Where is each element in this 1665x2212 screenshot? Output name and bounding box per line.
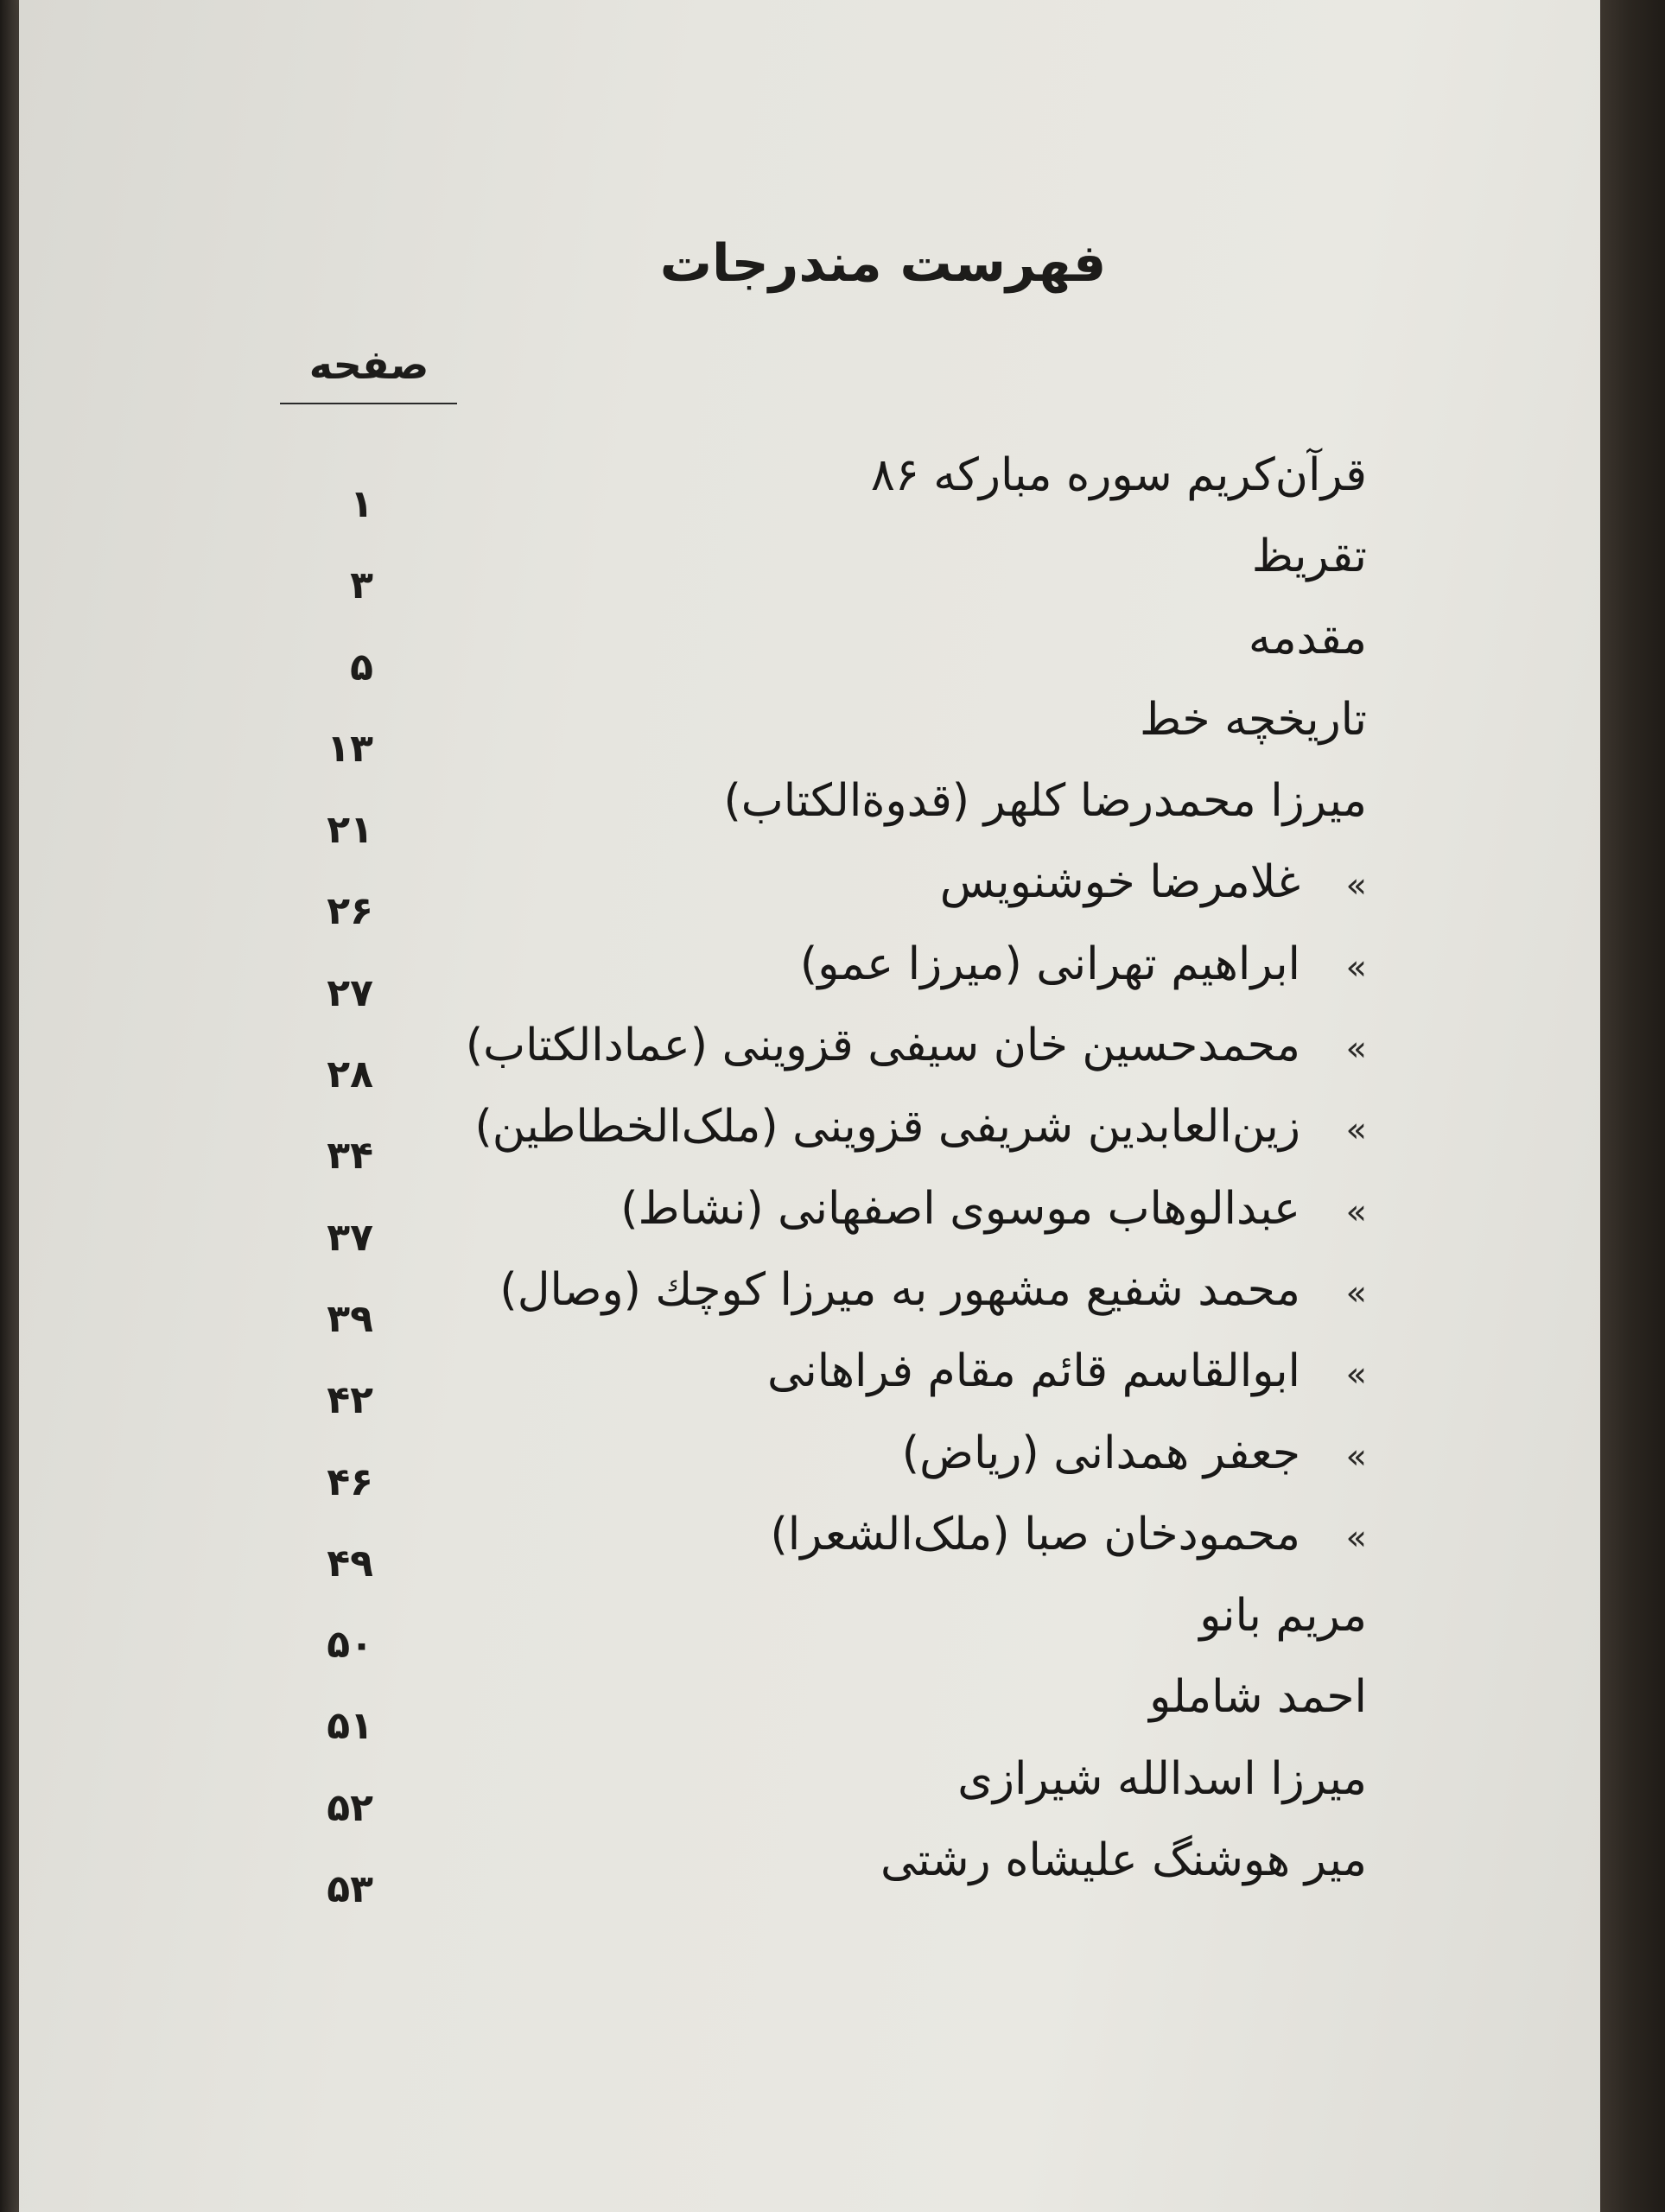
toc-entry-title [1140,694,1367,746]
ditto-mark: » [1345,947,1367,988]
ditto-mark: » [1345,1436,1367,1477]
toc-row [278,1101,1367,1182]
toc-page-number: ۵۰ [327,1623,373,1668]
toc-entry-title [724,775,1367,827]
toc-page-number: ۵۱ [327,1704,373,1749]
toc-entry-text: محمدحسین خان سیفی قزوینی (عمادالکتاب) [465,1020,1300,1072]
toc-page-number: ۵۳ [327,1867,373,1912]
toc-entry-text: میرزا اسدالله شیرازی [957,1752,1367,1805]
toc-row [278,1345,1367,1427]
toc-entry-text: عبدالوهاب موسوی اصفهانی (نشاط) [620,1182,1300,1235]
toc-entry-title [1252,531,1367,582]
toc-row [278,856,1367,938]
toc-page-number: ۲۸ [327,1052,373,1097]
toc-entry-title [466,1020,1367,1071]
toc-row [278,449,1367,531]
ditto-mark: » [1345,1192,1367,1232]
toc-entry-text: میرزا محمدرضا کلهر (قدوة‌الکتاب) [723,775,1367,828]
toc-page-number: ۲۶ [327,889,373,934]
ditto-mark: » [1345,1355,1367,1395]
toc-entry-text: ابوالقاسم قائم مقام فراهانی [766,1345,1300,1398]
toc-entry-text: محمودخان صبا (ملک‌الشعرا) [770,1508,1300,1560]
toc-row [278,1183,1367,1264]
toc-entry-text: زین‌العابدین شریفی قزوینی (ملک‌الخطاطین) [474,1101,1300,1154]
toc-row [278,1427,1367,1509]
binding-shadow [0,0,19,2212]
toc-entry-title [1199,1590,1367,1642]
toc-entry-text: قرآن‌کریم سوره مبارکه ۸۶ [870,449,1367,501]
toc-page-number: ۱ [350,482,373,526]
toc-entry-text: ابراهیم تهرانی (میرزا عمو) [799,938,1300,990]
toc-entry-title [1149,1671,1367,1723]
toc-page-number: ۴۶ [327,1459,373,1504]
toc-entry-text: میر هوشنگ علیشاه رشتی [880,1834,1367,1887]
toc-entry-title [871,449,1367,501]
toc-entry-title [902,1427,1367,1479]
page-stack-edge [1600,0,1665,2212]
toc-page-number: ۱۳ [327,726,373,771]
toc-entry-title [474,1101,1367,1153]
toc-entry-text: احمد شاملو [1149,1671,1367,1724]
toc-page-number: ۲۱ [327,808,373,853]
table-of-contents [278,449,1367,1916]
toc-entry-title [620,1183,1367,1235]
page-title: فهرست مندرجات [659,233,1107,294]
toc-row [278,1834,1367,1916]
toc-row [278,1509,1367,1590]
toc-entry-text: مقدمه [1248,612,1367,664]
toc-entry-title [880,1834,1367,1886]
book-page [19,0,1600,2212]
ditto-mark: » [1345,1110,1367,1151]
toc-row [278,1753,1367,1834]
toc-entry-title [1249,613,1367,664]
toc-entry-title [940,856,1367,908]
ditto-mark: » [1345,866,1367,906]
toc-entry-title [957,1753,1367,1805]
toc-page-number: ۳۹ [327,1296,373,1341]
ditto-mark: » [1345,1517,1367,1558]
page-column-header: صفحه [308,341,429,388]
toc-page-number: ۳۷ [327,1215,373,1260]
ditto-mark: » [1345,1029,1367,1070]
toc-page-number: ۲۷ [327,970,373,1015]
toc-row [278,694,1367,775]
ditto-mark: » [1345,1273,1367,1313]
toc-row [278,1020,1367,1101]
toc-entry-text: تاریخچه خط [1140,693,1367,746]
toc-entry-title [800,938,1367,990]
toc-entry-text: محمد شفیع مشهور به میرزا کوچك (وصال) [499,1263,1300,1316]
toc-row [278,1590,1367,1671]
toc-page-number: ۳ [350,563,373,608]
toc-row [278,938,1367,1020]
header-rule [280,403,457,404]
toc-page-number: ۵ [350,645,373,690]
toc-entry-text: مریم بانو [1199,1590,1367,1643]
toc-entry-title [770,1509,1367,1560]
toc-row [278,1671,1367,1752]
toc-entry-title [767,1345,1367,1397]
toc-row [278,775,1367,856]
toc-row [278,613,1367,694]
toc-entry-text: جعفر همدانی (ریاض) [901,1427,1300,1479]
toc-row [278,1264,1367,1345]
toc-page-number: ۳۴ [327,1134,373,1179]
toc-page-number: ۵۲ [327,1785,373,1830]
toc-page-number: ۴۲ [327,1378,373,1423]
show-through-text [1355,60,1367,105]
toc-entry-text: غلامرضا خوشنویس [939,856,1300,909]
toc-entry-text: تقریظ [1251,531,1367,583]
toc-entry-title [499,1264,1367,1316]
toc-row [278,531,1367,612]
toc-page-number: ۴۹ [327,1541,373,1586]
